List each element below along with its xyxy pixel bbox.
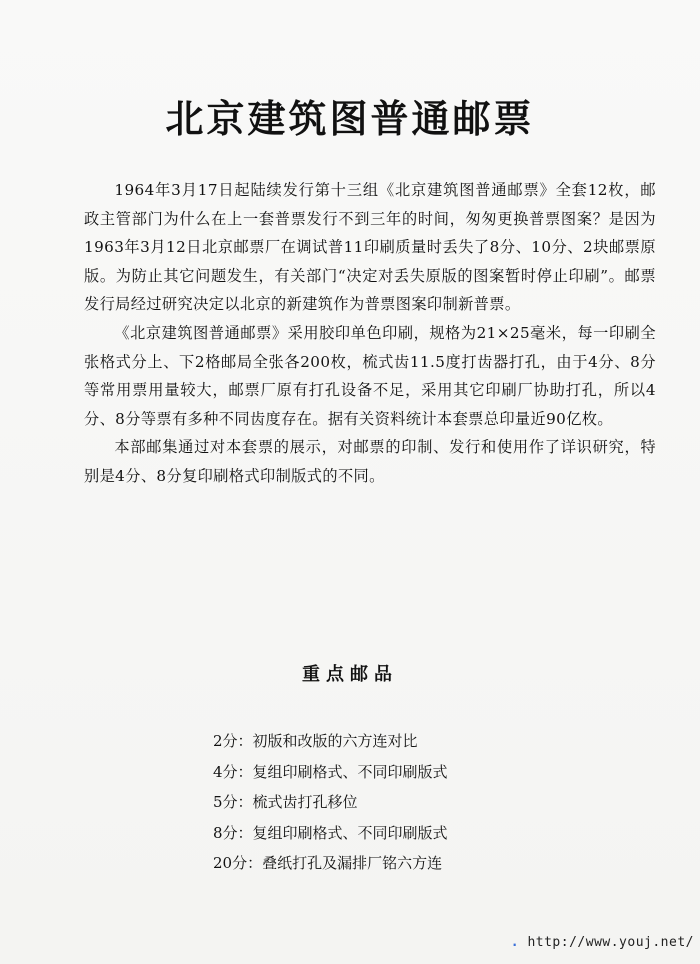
item-description: ：梳式齿打孔移位 [237,793,358,811]
item-denomination: 20分 [213,854,248,872]
list-item [213,787,653,818]
document-body [84,176,656,491]
list-item [213,818,653,849]
paragraph-1: 1964年3月17日起陆续发行第十三组《北京建筑图普通邮票》全套12枚，邮政主管部门为什么在上一套普票发行不到三年的时间，匆匆更换普票图案？是因为1963年3月12日北京邮票厂在调试普11印刷质量时丢失了8分、10分、2块邮票原版。为防止其它问题发生，有关部门“决定对丢失原版的图案暂时停止印刷”。邮票发行局经过研究决定以北京的新建筑作为普票图案印制新普票。 [84,181,656,314]
paragraph-3: 本部邮集通过对本套票的展示，对邮票的印制、发行和使用作了详识研究，特别是4分、8分复印刷格式印制版式的不同。 [84,438,656,485]
item-description: ：复组印刷格式、不同印刷版式 [237,823,448,842]
list-item [213,726,653,757]
item-description: ：复组印刷格式、不同印刷版式 [237,762,448,781]
section-title: 重点邮品 [302,664,398,685]
watermark-text: http://www.youj.net/ [527,935,694,950]
watermark-url [511,935,694,950]
item-description: ：叠纸打孔及漏排厂铭六方连 [247,854,443,872]
watermark-bullet: . [510,935,520,950]
list-item [213,848,653,879]
document-title: 北京建筑图普通邮票 [165,97,535,141]
item-denomination: 5分 [213,793,238,811]
item-denomination: 8分 [213,823,238,842]
list-item [213,757,653,788]
item-denomination: 2分 [213,732,238,750]
key-items-list [213,726,653,879]
item-denomination: 4分 [213,762,238,781]
item-description: ：初版和改版的六方连对比 [237,732,418,750]
paragraph-2: 《北京建筑图普通邮票》采用胶印单色印刷，规格为21×25毫米，每一印刷全张格式分上、下2格邮局全张各200枚，梳式齿11.5度打齿器打孔，由于4分、8分等常用票用量较大，邮票厂原有打孔设备不足，采用其它印刷厂协助打孔，所以4分、8分等票有多种不同齿度存在。据有关资料统计本套票总印量近90亿枚。 [84,323,656,428]
